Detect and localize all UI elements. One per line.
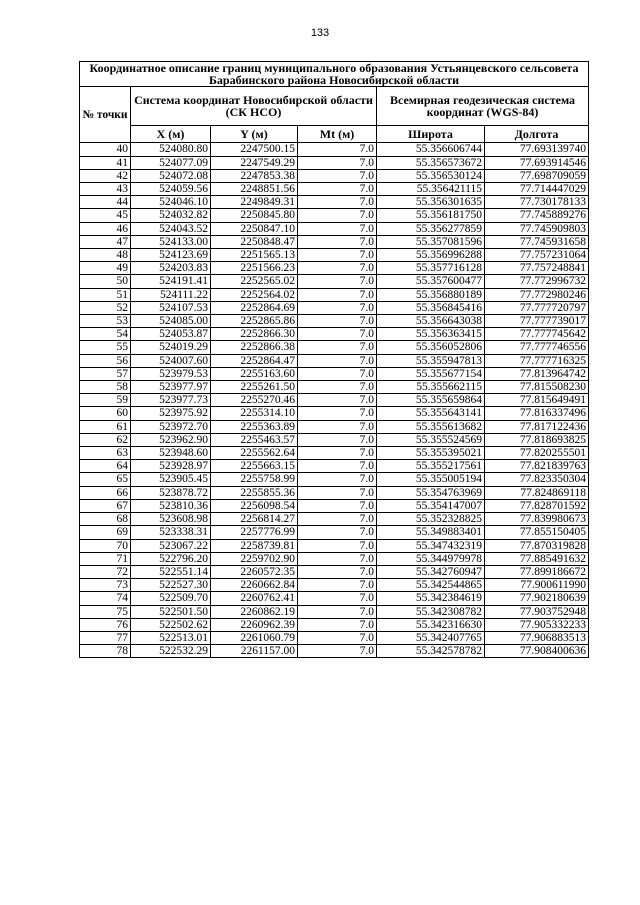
mt-cell: 7.0 <box>298 288 377 301</box>
point-number-cell: 74 <box>80 592 131 605</box>
latitude-cell: 55.355524569 <box>377 433 485 446</box>
table-row <box>80 235 589 248</box>
longitude-cell: 77.693139740 <box>485 143 589 156</box>
x-cell: 524072.08 <box>131 169 211 182</box>
x-cell: 522551.14 <box>131 565 211 578</box>
longitude-cell: 77.730178133 <box>485 196 589 209</box>
longitude-cell: 77.839980673 <box>485 513 589 526</box>
x-cell: 523067.22 <box>131 539 211 552</box>
latitude-cell: 55.342384619 <box>377 592 485 605</box>
mt-cell: 7.0 <box>298 513 377 526</box>
longitude-cell: 77.815649491 <box>485 394 589 407</box>
point-number-cell: 42 <box>80 169 131 182</box>
longitude-cell: 77.815508230 <box>485 381 589 394</box>
point-number-cell: 69 <box>80 526 131 539</box>
mt-cell: 7.0 <box>298 341 377 354</box>
latitude-cell: 55.356181750 <box>377 209 485 222</box>
point-number-cell: 51 <box>80 288 131 301</box>
x-cell: 524007.60 <box>131 354 211 367</box>
x-column-header: X (м) <box>131 126 211 143</box>
point-number-cell: 73 <box>80 579 131 592</box>
longitude-cell: 77.745889276 <box>485 209 589 222</box>
y-cell: 2260572.35 <box>211 565 298 578</box>
mt-cell: 7.0 <box>298 315 377 328</box>
x-cell: 524123.69 <box>131 249 211 262</box>
y-cell: 2255314.10 <box>211 407 298 420</box>
point-number-cell: 41 <box>80 156 131 169</box>
point-number-cell: 47 <box>80 235 131 248</box>
table-row <box>80 645 589 658</box>
x-cell: 523878.72 <box>131 486 211 499</box>
latitude-cell: 55.342308782 <box>377 605 485 618</box>
longitude-cell: 77.905332233 <box>485 618 589 631</box>
y-cell: 2250847.10 <box>211 222 298 235</box>
x-cell: 524191.41 <box>131 275 211 288</box>
y-cell: 2251566.23 <box>211 262 298 275</box>
mt-cell: 7.0 <box>298 301 377 314</box>
point-number-cell: 62 <box>80 433 131 446</box>
latitude-cell: 55.355947813 <box>377 354 485 367</box>
latitude-cell: 55.356606744 <box>377 143 485 156</box>
point-number-header: № точки <box>80 87 131 143</box>
mt-cell: 7.0 <box>298 249 377 262</box>
longitude-cell: 77.777716325 <box>485 354 589 367</box>
y-cell: 2247549.29 <box>211 156 298 169</box>
y-cell: 2255855.36 <box>211 486 298 499</box>
x-cell: 524046.10 <box>131 196 211 209</box>
y-cell: 2247853.38 <box>211 169 298 182</box>
table-row <box>80 579 589 592</box>
point-number-cell: 67 <box>80 499 131 512</box>
y-cell: 2252865.86 <box>211 315 298 328</box>
longitude-cell: 77.777745642 <box>485 328 589 341</box>
table-row <box>80 605 589 618</box>
table-row <box>80 341 589 354</box>
y-column-header: Y (м) <box>211 126 298 143</box>
x-cell: 524107.53 <box>131 301 211 314</box>
y-cell: 2252864.69 <box>211 301 298 314</box>
x-cell: 524077.09 <box>131 156 211 169</box>
x-cell: 523905.45 <box>131 473 211 486</box>
mt-cell: 7.0 <box>298 473 377 486</box>
y-cell: 2256098.54 <box>211 499 298 512</box>
point-number-cell: 71 <box>80 552 131 565</box>
y-cell: 2260862.19 <box>211 605 298 618</box>
longitude-cell: 77.828701592 <box>485 499 589 512</box>
latitude-cell: 55.357600477 <box>377 275 485 288</box>
longitude-cell: 77.821839763 <box>485 460 589 473</box>
mt-cell: 7.0 <box>298 618 377 631</box>
longitude-cell: 77.693914546 <box>485 156 589 169</box>
y-cell: 2259702.90 <box>211 552 298 565</box>
point-number-cell: 44 <box>80 196 131 209</box>
table-row <box>80 539 589 552</box>
y-cell: 2260962.39 <box>211 618 298 631</box>
point-number-cell: 53 <box>80 315 131 328</box>
y-cell: 2256814.27 <box>211 513 298 526</box>
point-number-cell: 57 <box>80 367 131 380</box>
y-cell: 2250845.80 <box>211 209 298 222</box>
table-row <box>80 420 589 433</box>
table-row <box>80 592 589 605</box>
latitude-cell: 55.356643038 <box>377 315 485 328</box>
y-cell: 2255758.99 <box>211 473 298 486</box>
latitude-cell: 55.355005194 <box>377 473 485 486</box>
mt-cell: 7.0 <box>298 367 377 380</box>
mt-cell: 7.0 <box>298 460 377 473</box>
longitude-cell: 77.777739017 <box>485 315 589 328</box>
longitude-cell: 77.745931658 <box>485 235 589 248</box>
latitude-cell: 55.347432319 <box>377 539 485 552</box>
mt-cell: 7.0 <box>298 354 377 367</box>
longitude-cell: 77.902180639 <box>485 592 589 605</box>
longitude-cell: 77.818693825 <box>485 433 589 446</box>
mt-cell: 7.0 <box>298 143 377 156</box>
longitude-cell: 77.899186672 <box>485 565 589 578</box>
table-row <box>80 565 589 578</box>
latitude-cell: 55.354763969 <box>377 486 485 499</box>
table-row <box>80 552 589 565</box>
longitude-cell: 77.698709059 <box>485 169 589 182</box>
table-row <box>80 183 589 196</box>
longitude-cell: 77.823350304 <box>485 473 589 486</box>
longitude-cell: 77.816337496 <box>485 407 589 420</box>
y-cell: 2255663.15 <box>211 460 298 473</box>
y-cell: 2251565.13 <box>211 249 298 262</box>
x-cell: 524085.00 <box>131 315 211 328</box>
table-row <box>80 407 589 420</box>
mt-cell: 7.0 <box>298 262 377 275</box>
longitude-cell: 77.903752948 <box>485 605 589 618</box>
latitude-cell: 55.355643141 <box>377 407 485 420</box>
mt-cell: 7.0 <box>298 645 377 658</box>
mt-cell: 7.0 <box>298 526 377 539</box>
y-cell: 2255562.64 <box>211 447 298 460</box>
mt-cell: 7.0 <box>298 407 377 420</box>
y-cell: 2252866.30 <box>211 328 298 341</box>
latitude-cell: 55.355613682 <box>377 420 485 433</box>
x-cell: 523608.98 <box>131 513 211 526</box>
longitude-cell: 77.714447029 <box>485 183 589 196</box>
latitude-cell: 55.357081596 <box>377 235 485 248</box>
latitude-cell: 55.356845416 <box>377 301 485 314</box>
table-row <box>80 156 589 169</box>
latitude-cell: 55.356421115 <box>377 183 485 196</box>
table-row <box>80 473 589 486</box>
latitude-cell: 55.356880189 <box>377 288 485 301</box>
longitude-cell: 77.772996732 <box>485 275 589 288</box>
x-cell: 522796.20 <box>131 552 211 565</box>
x-cell: 522532.29 <box>131 645 211 658</box>
longitude-column-header: Долгота <box>485 126 589 143</box>
table-row <box>80 499 589 512</box>
x-cell: 522513.01 <box>131 631 211 644</box>
mt-cell: 7.0 <box>298 183 377 196</box>
point-number-cell: 58 <box>80 381 131 394</box>
mt-cell: 7.0 <box>298 169 377 182</box>
latitude-cell: 55.356277859 <box>377 222 485 235</box>
longitude-cell: 77.908400636 <box>485 645 589 658</box>
mt-column-header: Mt (м) <box>298 126 377 143</box>
longitude-cell: 77.870319828 <box>485 539 589 552</box>
longitude-cell: 77.757231064 <box>485 249 589 262</box>
mt-cell: 7.0 <box>298 394 377 407</box>
point-number-cell: 59 <box>80 394 131 407</box>
y-cell: 2257776.99 <box>211 526 298 539</box>
mt-cell: 7.0 <box>298 631 377 644</box>
latitude-cell: 55.355395021 <box>377 447 485 460</box>
x-cell: 524133.00 <box>131 235 211 248</box>
latitude-cell: 55.356996288 <box>377 249 485 262</box>
longitude-cell: 77.777746556 <box>485 341 589 354</box>
y-cell: 2255363.89 <box>211 420 298 433</box>
table-body <box>80 143 589 658</box>
longitude-cell: 77.855150405 <box>485 526 589 539</box>
longitude-cell: 77.820255501 <box>485 447 589 460</box>
latitude-cell: 55.355662115 <box>377 381 485 394</box>
y-cell: 2249849.31 <box>211 196 298 209</box>
longitude-cell: 77.906883513 <box>485 631 589 644</box>
latitude-cell: 55.342544865 <box>377 579 485 592</box>
x-cell: 522527.30 <box>131 579 211 592</box>
x-cell: 523972.70 <box>131 420 211 433</box>
longitude-cell: 77.824869118 <box>485 486 589 499</box>
x-cell: 524080.80 <box>131 143 211 156</box>
y-cell: 2250848.47 <box>211 235 298 248</box>
longitude-cell: 77.757248841 <box>485 262 589 275</box>
table-row <box>80 526 589 539</box>
point-number-cell: 56 <box>80 354 131 367</box>
x-cell: 523962.90 <box>131 433 211 446</box>
x-cell: 524019.29 <box>131 341 211 354</box>
latitude-cell: 55.356530124 <box>377 169 485 182</box>
mt-cell: 7.0 <box>298 420 377 433</box>
page-number: 133 <box>310 27 330 39</box>
point-number-cell: 55 <box>80 341 131 354</box>
x-cell: 523977.97 <box>131 381 211 394</box>
mt-cell: 7.0 <box>298 156 377 169</box>
latitude-cell: 55.355217561 <box>377 460 485 473</box>
y-cell: 2252564.02 <box>211 288 298 301</box>
table-row <box>80 209 589 222</box>
latitude-cell: 55.355677154 <box>377 367 485 380</box>
table-row <box>80 288 589 301</box>
mt-cell: 7.0 <box>298 209 377 222</box>
mt-cell: 7.0 <box>298 565 377 578</box>
y-cell: 2260762.41 <box>211 592 298 605</box>
point-number-cell: 60 <box>80 407 131 420</box>
y-cell: 2260662.84 <box>211 579 298 592</box>
x-cell: 524053.87 <box>131 328 211 341</box>
longitude-cell: 77.772980246 <box>485 288 589 301</box>
point-number-cell: 65 <box>80 473 131 486</box>
table-row <box>80 262 589 275</box>
mt-cell: 7.0 <box>298 592 377 605</box>
point-number-cell: 78 <box>80 645 131 658</box>
point-number-cell: 40 <box>80 143 131 156</box>
longitude-cell: 77.817122436 <box>485 420 589 433</box>
mt-cell: 7.0 <box>298 552 377 565</box>
x-cell: 523810.36 <box>131 499 211 512</box>
y-cell: 2255463.57 <box>211 433 298 446</box>
x-cell: 522502.62 <box>131 618 211 631</box>
point-number-cell: 54 <box>80 328 131 341</box>
x-cell: 523979.53 <box>131 367 211 380</box>
table-row <box>80 275 589 288</box>
x-cell: 524111.22 <box>131 288 211 301</box>
x-cell: 522501.50 <box>131 605 211 618</box>
mt-cell: 7.0 <box>298 196 377 209</box>
table-row <box>80 447 589 460</box>
table-row <box>80 354 589 367</box>
latitude-cell: 55.356363415 <box>377 328 485 341</box>
table-row <box>80 222 589 235</box>
mt-cell: 7.0 <box>298 433 377 446</box>
x-cell: 523977.73 <box>131 394 211 407</box>
x-cell: 523928.97 <box>131 460 211 473</box>
y-cell: 2255270.46 <box>211 394 298 407</box>
longitude-cell: 77.777720797 <box>485 301 589 314</box>
table-row <box>80 367 589 380</box>
table-row <box>80 328 589 341</box>
table-row <box>80 618 589 631</box>
x-cell: 524059.56 <box>131 183 211 196</box>
point-number-cell: 76 <box>80 618 131 631</box>
longitude-cell: 77.885491632 <box>485 552 589 565</box>
longitude-cell: 77.813964742 <box>485 367 589 380</box>
mt-cell: 7.0 <box>298 605 377 618</box>
point-number-cell: 50 <box>80 275 131 288</box>
table-row <box>80 169 589 182</box>
latitude-cell: 55.342578782 <box>377 645 485 658</box>
x-cell: 524032.82 <box>131 209 211 222</box>
table-row <box>80 513 589 526</box>
latitude-cell: 55.356052806 <box>377 341 485 354</box>
mt-cell: 7.0 <box>298 499 377 512</box>
y-cell: 2252864.47 <box>211 354 298 367</box>
latitude-cell: 55.349883401 <box>377 526 485 539</box>
table-row <box>80 381 589 394</box>
longitude-cell: 77.900611990 <box>485 579 589 592</box>
y-cell: 2261060.79 <box>211 631 298 644</box>
y-cell: 2252866.38 <box>211 341 298 354</box>
point-number-cell: 66 <box>80 486 131 499</box>
table-row <box>80 460 589 473</box>
wgs-system-header: Всемирная геодезическая система координат (WGS-84) <box>377 87 589 126</box>
latitude-cell: 55.342407765 <box>377 631 485 644</box>
point-number-cell: 70 <box>80 539 131 552</box>
point-number-cell: 68 <box>80 513 131 526</box>
point-number-cell: 43 <box>80 183 131 196</box>
point-number-cell: 77 <box>80 631 131 644</box>
latitude-cell: 55.356573672 <box>377 156 485 169</box>
point-number-cell: 61 <box>80 420 131 433</box>
latitude-cell: 55.342760947 <box>377 565 485 578</box>
nso-system-header: Система координат Новосибирской области (СК НСО) <box>131 87 377 126</box>
table-row <box>80 394 589 407</box>
table-row <box>80 301 589 314</box>
y-cell: 2247500.15 <box>211 143 298 156</box>
latitude-cell: 55.357716128 <box>377 262 485 275</box>
longitude-cell: 77.745909803 <box>485 222 589 235</box>
table-row <box>80 249 589 262</box>
point-number-cell: 75 <box>80 605 131 618</box>
table-row <box>80 315 589 328</box>
mt-cell: 7.0 <box>298 235 377 248</box>
table-row <box>80 486 589 499</box>
mt-cell: 7.0 <box>298 222 377 235</box>
mt-cell: 7.0 <box>298 275 377 288</box>
x-cell: 524203.83 <box>131 262 211 275</box>
y-cell: 2255163.60 <box>211 367 298 380</box>
table-row <box>80 196 589 209</box>
latitude-cell: 55.355659864 <box>377 394 485 407</box>
mt-cell: 7.0 <box>298 486 377 499</box>
latitude-cell: 55.352328825 <box>377 513 485 526</box>
mt-cell: 7.0 <box>298 539 377 552</box>
latitude-column-header: Широта <box>377 126 485 143</box>
latitude-cell: 55.354147007 <box>377 499 485 512</box>
table-row <box>80 143 589 156</box>
x-cell: 523948.60 <box>131 447 211 460</box>
latitude-cell: 55.356301635 <box>377 196 485 209</box>
point-number-cell: 45 <box>80 209 131 222</box>
point-number-cell: 64 <box>80 460 131 473</box>
latitude-cell: 55.344979978 <box>377 552 485 565</box>
point-number-cell: 52 <box>80 301 131 314</box>
table-row <box>80 631 589 644</box>
y-cell: 2258739.81 <box>211 539 298 552</box>
mt-cell: 7.0 <box>298 381 377 394</box>
point-number-cell: 72 <box>80 565 131 578</box>
point-number-cell: 63 <box>80 447 131 460</box>
table-row <box>80 433 589 446</box>
y-cell: 2252565.02 <box>211 275 298 288</box>
mt-cell: 7.0 <box>298 447 377 460</box>
x-cell: 523338.31 <box>131 526 211 539</box>
point-number-cell: 49 <box>80 262 131 275</box>
x-cell: 524043.52 <box>131 222 211 235</box>
x-cell: 522509.70 <box>131 592 211 605</box>
coordinates-table <box>79 61 589 658</box>
y-cell: 2255261.50 <box>211 381 298 394</box>
mt-cell: 7.0 <box>298 579 377 592</box>
y-cell: 2248851.56 <box>211 183 298 196</box>
mt-cell: 7.0 <box>298 328 377 341</box>
table-title: Координатное описание границ муниципального образования Устьянцевского сельсовета Барабинского района Новосибирской области <box>80 62 589 87</box>
y-cell: 2261157.00 <box>211 645 298 658</box>
point-number-cell: 48 <box>80 249 131 262</box>
latitude-cell: 55.342316630 <box>377 618 485 631</box>
point-number-cell: 46 <box>80 222 131 235</box>
x-cell: 523975.92 <box>131 407 211 420</box>
